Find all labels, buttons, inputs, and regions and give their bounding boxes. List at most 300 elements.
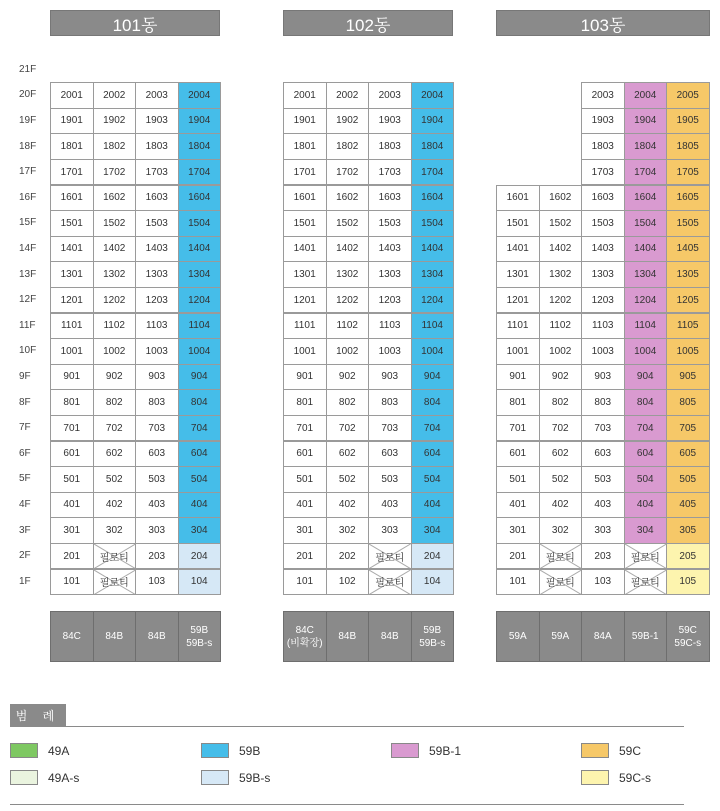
- unit-cell: [50, 287, 94, 314]
- unit-cell: [283, 517, 327, 544]
- unit-cell: [411, 133, 455, 160]
- unit-number: 2001: [293, 89, 316, 101]
- unit-type-box: [283, 611, 327, 662]
- unit-type-label: 84C: [295, 624, 314, 636]
- piloti-cell: [624, 543, 668, 570]
- unit-cell: [326, 287, 370, 314]
- unit-cell: [411, 261, 455, 288]
- piloti-cell: [539, 543, 583, 570]
- unit-number: 1004: [634, 345, 657, 357]
- unit-cell: [624, 133, 668, 160]
- unit-number: 1801: [60, 141, 83, 153]
- unit-cell: [581, 441, 625, 468]
- unit-cell: [50, 466, 94, 493]
- floor-label: 1F: [19, 575, 31, 587]
- unit-cell: [135, 415, 179, 442]
- legend-label: 59B-1: [429, 743, 462, 758]
- unit-cell: [50, 210, 94, 237]
- unit-cell: [135, 466, 179, 493]
- unit-number: 1003: [378, 345, 401, 357]
- unit-cell: [178, 159, 222, 186]
- unit-number: 1804: [421, 141, 444, 153]
- unit-number: 603: [148, 448, 166, 460]
- unit-number: 1702: [336, 166, 359, 178]
- unit-cell: [93, 389, 137, 416]
- unit-number: 402: [551, 499, 569, 511]
- unit-cell: [624, 517, 668, 544]
- unit-cell: [411, 210, 455, 237]
- unit-cell: [135, 210, 179, 237]
- unit-cell: [178, 108, 222, 135]
- unit-cell: [666, 210, 710, 237]
- unit-number: 1904: [421, 115, 444, 127]
- unit-cell: [666, 108, 710, 135]
- unit-cell: [411, 543, 455, 570]
- unit-number: 1304: [634, 269, 657, 281]
- unit-cell: [539, 517, 583, 544]
- unit-cell: [496, 236, 540, 263]
- unit-cell: [624, 338, 668, 365]
- unit-number: 303: [594, 525, 612, 537]
- unit-number: 필로티: [375, 578, 405, 590]
- floor-label: 4F: [19, 498, 31, 510]
- unit-cell: [283, 441, 327, 468]
- unit-number: 1601: [506, 192, 529, 204]
- unit-number: 1403: [591, 243, 614, 255]
- unit-cell: [368, 236, 412, 263]
- unit-number: 1302: [103, 269, 126, 281]
- unit-cell: [135, 543, 179, 570]
- unit-cell: [326, 133, 370, 160]
- unit-number: 1703: [591, 166, 614, 178]
- unit-number: 1203: [378, 294, 401, 306]
- unit-number: 105: [679, 576, 697, 588]
- unit-cell: [93, 492, 137, 519]
- unit-number: 1905: [676, 115, 699, 127]
- floor-label: 9F: [19, 370, 31, 382]
- unit-number: 101: [509, 576, 527, 588]
- piloti-cell: [539, 569, 583, 596]
- unit-number: 503: [148, 473, 166, 485]
- legend-swatch: [581, 743, 609, 758]
- unit-cell: [326, 159, 370, 186]
- unit-number: 1503: [378, 217, 401, 229]
- unit-cell: [666, 236, 710, 263]
- unit-cell: [93, 108, 137, 135]
- unit-cell: [283, 287, 327, 314]
- unit-number: 602: [338, 448, 356, 460]
- unit-number: 504: [636, 473, 654, 485]
- unit-number: 101: [296, 576, 314, 588]
- unit-number: 201: [509, 550, 527, 562]
- unit-cell: [411, 313, 455, 340]
- unit-number: 801: [509, 397, 527, 409]
- unit-number: 1902: [103, 115, 126, 127]
- unit-number: 1002: [103, 345, 126, 357]
- piloti-cell: [93, 569, 137, 596]
- unit-number: 1601: [293, 192, 316, 204]
- unit-number: 304: [423, 525, 441, 537]
- unit-number: 904: [636, 371, 654, 383]
- unit-number: 1205: [676, 294, 699, 306]
- unit-cell: [539, 185, 583, 212]
- unit-number: 1002: [549, 345, 572, 357]
- unit-number: 1602: [103, 192, 126, 204]
- unit-number: 1503: [591, 217, 614, 229]
- unit-cell: [666, 82, 710, 109]
- unit-cell: [496, 415, 540, 442]
- unit-cell: [581, 210, 625, 237]
- unit-number: 1704: [634, 166, 657, 178]
- unit-cell: [368, 389, 412, 416]
- unit-number: 1503: [145, 217, 168, 229]
- unit-cell: [411, 185, 455, 212]
- unit-type-box: [496, 611, 540, 662]
- unit-number: 1502: [103, 217, 126, 229]
- legend-label: 59C-s: [619, 770, 652, 785]
- unit-cell: [666, 492, 710, 519]
- unit-number: 1101: [506, 320, 529, 332]
- unit-cell: [178, 569, 222, 596]
- unit-number: 1502: [549, 217, 572, 229]
- unit-number: 2003: [145, 89, 168, 101]
- unit-number: 901: [296, 371, 314, 383]
- unit-cell: [581, 133, 625, 160]
- unit-number: 1101: [60, 320, 83, 332]
- unit-cell: [93, 287, 137, 314]
- unit-cell: [283, 159, 327, 186]
- unit-cell: [178, 261, 222, 288]
- unit-number: 1405: [676, 243, 699, 255]
- unit-cell: [283, 389, 327, 416]
- unit-number: 1804: [634, 141, 657, 153]
- unit-cell: [326, 210, 370, 237]
- unit-number: 404: [636, 499, 654, 511]
- unit-cell: [368, 133, 412, 160]
- unit-number: 1302: [549, 269, 572, 281]
- unit-cell: [326, 261, 370, 288]
- unit-number: 503: [594, 473, 612, 485]
- unit-number: 902: [105, 371, 123, 383]
- unit-type-label: 84A: [593, 631, 612, 642]
- unit-number: 603: [381, 448, 399, 460]
- unit-number: 104: [423, 576, 441, 588]
- unit-number: 필로티: [630, 552, 660, 564]
- unit-number: 904: [423, 371, 441, 383]
- unit-type-box: [666, 611, 710, 662]
- unit-cell: [411, 287, 455, 314]
- legend-item: [10, 743, 69, 758]
- unit-cell: [135, 236, 179, 263]
- unit-cell: [50, 517, 94, 544]
- unit-number: 604: [423, 448, 441, 460]
- unit-cell: [93, 466, 137, 493]
- unit-cell: [539, 364, 583, 391]
- unit-number: 1901: [293, 115, 316, 127]
- unit-cell: [624, 415, 668, 442]
- unit-cell: [50, 364, 94, 391]
- unit-type-box: [581, 611, 625, 662]
- unit-cell: [368, 82, 412, 109]
- unit-type-label: 59B-s: [186, 637, 213, 649]
- unit-type-label: 59B: [423, 624, 442, 636]
- unit-cell: [178, 441, 222, 468]
- unit-cell: [581, 492, 625, 519]
- unit-number: 903: [594, 371, 612, 383]
- unit-number: 1502: [336, 217, 359, 229]
- unit-cell: [178, 492, 222, 519]
- unit-cell: [666, 441, 710, 468]
- unit-cell: [326, 389, 370, 416]
- unit-cell: [539, 287, 583, 314]
- unit-number: 603: [594, 448, 612, 460]
- unit-cell: [624, 185, 668, 212]
- unit-number: 1303: [378, 269, 401, 281]
- unit-number: 1703: [145, 166, 168, 178]
- unit-number: 505: [679, 473, 697, 485]
- floor-label: 13F: [19, 268, 37, 280]
- unit-cell: [326, 543, 370, 570]
- unit-cell: [178, 364, 222, 391]
- unit-number: 203: [148, 550, 166, 562]
- unit-number: 1604: [634, 192, 657, 204]
- unit-cell: [411, 338, 455, 365]
- legend-swatch: [391, 743, 419, 758]
- unit-number: 202: [338, 550, 356, 562]
- unit-cell: [666, 338, 710, 365]
- unit-cell: [178, 389, 222, 416]
- floor-label: 8F: [19, 396, 31, 408]
- unit-cell: [50, 569, 94, 596]
- unit-cell: [581, 415, 625, 442]
- unit-number: 401: [509, 499, 527, 511]
- unit-cell: [283, 108, 327, 135]
- unit-cell: [50, 492, 94, 519]
- unit-number: 702: [551, 422, 569, 434]
- unit-cell: [283, 466, 327, 493]
- unit-cell: [581, 364, 625, 391]
- unit-cell: [50, 338, 94, 365]
- unit-cell: [283, 415, 327, 442]
- unit-number: 303: [148, 525, 166, 537]
- unit-type-label: 59B: [190, 624, 209, 636]
- unit-number: 1902: [336, 115, 359, 127]
- unit-cell: [496, 261, 540, 288]
- legend-item: [201, 743, 260, 758]
- unit-number: 205: [679, 550, 697, 562]
- unit-number: 1701: [293, 166, 316, 178]
- unit-number: 1203: [591, 294, 614, 306]
- unit-number: 필로티: [630, 578, 660, 590]
- unit-cell: [50, 415, 94, 442]
- unit-number: 502: [551, 473, 569, 485]
- unit-number: 1103: [378, 320, 401, 332]
- unit-cell: [326, 441, 370, 468]
- unit-cell: [135, 82, 179, 109]
- legend-divider: [10, 726, 684, 727]
- unit-number: 304: [190, 525, 208, 537]
- unit-number: 1204: [634, 294, 657, 306]
- unit-number: 1705: [676, 166, 699, 178]
- unit-number: 2002: [103, 89, 126, 101]
- unit-cell: [326, 517, 370, 544]
- unit-number: 701: [63, 422, 81, 434]
- legend-label: 59B: [239, 743, 261, 758]
- legend-swatch: [201, 743, 229, 758]
- unit-number: 1104: [634, 320, 656, 332]
- unit-cell: [135, 492, 179, 519]
- unit-cell: [368, 364, 412, 391]
- unit-cell: [93, 364, 137, 391]
- unit-number: 402: [105, 499, 123, 511]
- unit-number: 903: [381, 371, 399, 383]
- unit-number: 302: [551, 525, 569, 537]
- floor-label: 5F: [19, 473, 31, 485]
- unit-number: 701: [296, 422, 314, 434]
- unit-cell: [326, 364, 370, 391]
- unit-cell: [178, 313, 222, 340]
- unit-cell: [50, 108, 94, 135]
- unit-number: 502: [105, 473, 123, 485]
- unit-number: 1702: [103, 166, 126, 178]
- unit-number: 1003: [145, 345, 168, 357]
- unit-cell: [539, 236, 583, 263]
- floor-label: 11F: [19, 319, 36, 331]
- unit-number: 303: [381, 525, 399, 537]
- unit-number: 801: [63, 397, 81, 409]
- unit-cell: [624, 159, 668, 186]
- unit-cell: [178, 466, 222, 493]
- unit-type-box: [411, 611, 455, 662]
- unit-cell: [411, 108, 455, 135]
- building-header: 101동: [50, 10, 220, 36]
- unit-number: 1805: [676, 141, 699, 153]
- unit-number: 605: [679, 448, 697, 460]
- unit-number: 203: [594, 550, 612, 562]
- unit-type-label: 59B-s: [419, 637, 446, 649]
- unit-number: 1602: [336, 192, 359, 204]
- unit-cell: [666, 517, 710, 544]
- unit-cell: [666, 261, 710, 288]
- unit-number: 필로티: [99, 552, 129, 564]
- piloti-cell: [93, 543, 137, 570]
- unit-type-label: 59A: [508, 631, 527, 642]
- unit-number: 901: [63, 371, 81, 383]
- unit-number: 104: [190, 576, 208, 588]
- unit-number: 1901: [60, 115, 83, 127]
- unit-cell: [581, 82, 625, 109]
- unit-cell: [496, 466, 540, 493]
- unit-cell: [50, 185, 94, 212]
- piloti-cell: [624, 569, 668, 596]
- unit-number: 804: [636, 397, 654, 409]
- legend-divider: [10, 804, 684, 805]
- unit-cell: [178, 210, 222, 237]
- unit-cell: [581, 108, 625, 135]
- unit-number: 1402: [549, 243, 572, 255]
- unit-number: 1803: [145, 141, 168, 153]
- unit-cell: [666, 389, 710, 416]
- unit-cell: [368, 108, 412, 135]
- unit-cell: [326, 415, 370, 442]
- unit-number: 102: [338, 576, 356, 588]
- unit-number: 901: [509, 371, 527, 383]
- unit-number: 1102: [549, 320, 571, 332]
- unit-cell: [178, 236, 222, 263]
- unit-cell: [93, 159, 137, 186]
- unit-number: 1601: [60, 192, 83, 204]
- unit-cell: [283, 210, 327, 237]
- unit-number: 1403: [145, 243, 168, 255]
- unit-number: 1202: [103, 294, 126, 306]
- unit-number: 802: [338, 397, 356, 409]
- unit-number: 1203: [145, 294, 168, 306]
- unit-cell: [283, 185, 327, 212]
- unit-number: 703: [381, 422, 399, 434]
- unit-number: 504: [190, 473, 208, 485]
- unit-cell: [135, 441, 179, 468]
- unit-cell: [411, 415, 455, 442]
- unit-cell: [368, 338, 412, 365]
- unit-type-label: 84B: [105, 631, 124, 642]
- floor-label: 16F: [19, 191, 37, 203]
- unit-cell: [368, 261, 412, 288]
- unit-cell: [581, 313, 625, 340]
- unit-number: 704: [423, 422, 441, 434]
- unit-number: 801: [296, 397, 314, 409]
- unit-cell: [581, 185, 625, 212]
- unit-cell: [496, 364, 540, 391]
- building-header: 102동: [283, 10, 453, 36]
- unit-number: 2004: [188, 89, 211, 101]
- unit-cell: [368, 517, 412, 544]
- unit-number: 702: [338, 422, 356, 434]
- unit-cell: [283, 82, 327, 109]
- unit-cell: [666, 364, 710, 391]
- unit-number: 1003: [591, 345, 614, 357]
- unit-number: 1202: [336, 294, 359, 306]
- unit-cell: [283, 543, 327, 570]
- unit-cell: [283, 364, 327, 391]
- legend-title: 범 례: [10, 704, 66, 726]
- unit-number: 1604: [188, 192, 211, 204]
- unit-cell: [411, 492, 455, 519]
- unit-cell: [624, 466, 668, 493]
- unit-cell: [178, 133, 222, 160]
- unit-cell: [666, 569, 710, 596]
- unit-number: 1603: [378, 192, 401, 204]
- unit-number: 1704: [421, 166, 444, 178]
- unit-cell: [368, 210, 412, 237]
- unit-type-label: 59C-s: [674, 637, 702, 649]
- unit-number: 1403: [378, 243, 401, 255]
- unit-cell: [624, 389, 668, 416]
- unit-number: 1304: [188, 269, 211, 281]
- unit-number: 401: [296, 499, 314, 511]
- unit-number: 1104: [421, 320, 443, 332]
- unit-cell: [326, 313, 370, 340]
- unit-type-box: [368, 611, 412, 662]
- unit-number: 1501: [60, 217, 83, 229]
- unit-type-box: [93, 611, 137, 662]
- unit-number: 필로티: [545, 578, 575, 590]
- unit-cell: [624, 313, 668, 340]
- unit-number: 404: [423, 499, 441, 511]
- unit-type-box: [624, 611, 668, 662]
- unit-cell: [326, 466, 370, 493]
- unit-number: 1402: [103, 243, 126, 255]
- unit-number: 501: [509, 473, 527, 485]
